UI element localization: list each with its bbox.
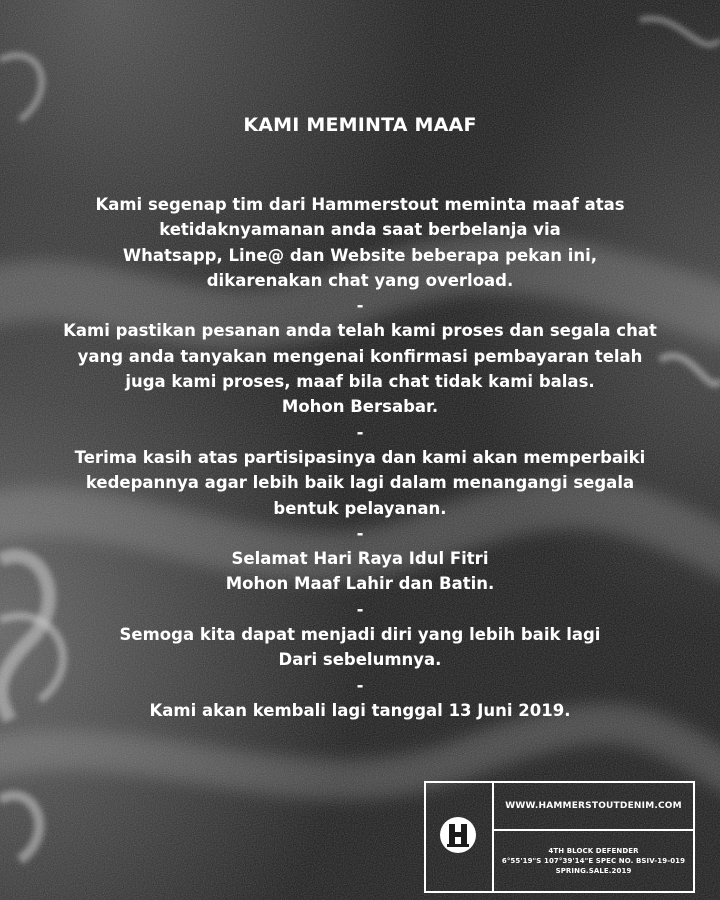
message-line: Mohon Maaf Lahir dan Batin. xyxy=(225,574,495,594)
message-line: ketidaknyamanan anda saat berbelanja via xyxy=(159,220,561,240)
message-line: Kami akan kembali lagi tanggal 13 Juni 2019. xyxy=(149,700,571,720)
message-line: Whatsapp, Line@ dan Website beberapa pekan ini, xyxy=(122,245,598,265)
message-line: kedepannya agar lebih baik lagi dalam menangangi segala xyxy=(85,473,635,493)
separator-dash: - xyxy=(356,296,364,316)
hammerstout-h-logo-icon xyxy=(439,816,477,854)
separator-dash: - xyxy=(356,599,364,619)
separator-dash: - xyxy=(356,675,364,695)
badge-spec-line: 6°55'19"S 107°39'14"E SPEC NO. BSIV-19-019 xyxy=(501,857,686,865)
message-line: juga kami proses, maaf bila chat tidak kami balas. xyxy=(125,372,595,392)
message-line: Kami pastikan pesanan anda telah kami proses dan segala chat xyxy=(63,321,657,341)
apology-message xyxy=(0,192,720,723)
badge-spec xyxy=(494,831,693,891)
message-line: dikarenakan chat yang overload. xyxy=(206,270,514,290)
message-line: yang anda tanyakan mengenai konfirmasi pembayaran telah xyxy=(77,346,643,366)
message-line: Dari sebelumnya. xyxy=(278,650,442,670)
badge-url: WWW.HAMMERSTOUTDENIM.COM xyxy=(494,783,693,831)
poster-title: KAMI MEMINTA MAAF xyxy=(243,114,477,136)
separator-dash: - xyxy=(356,523,364,543)
message-line: Mohon Bersabar. xyxy=(281,397,439,417)
message-line: Selamat Hari Raya Idul Fitri xyxy=(231,549,489,569)
message-line: Terima kasih atas partisipasinya dan kami akan memperbaiki xyxy=(74,447,646,467)
brand-badge xyxy=(424,781,695,893)
separator-dash: - xyxy=(356,422,364,442)
message-line: bentuk pelayanan. xyxy=(273,498,447,518)
message-line: Kami segenap tim dari Hammerstout meminta maaf atas xyxy=(95,195,625,214)
badge-spec-line: 4TH BLOCK DEFENDER xyxy=(548,847,639,855)
message-line: Semoga kita dapat menjadi diri yang lebih baik lagi xyxy=(119,625,601,645)
badge-spec-line: SPRING.SALE.2019 xyxy=(555,867,632,875)
badge-logo-cell xyxy=(426,783,494,891)
